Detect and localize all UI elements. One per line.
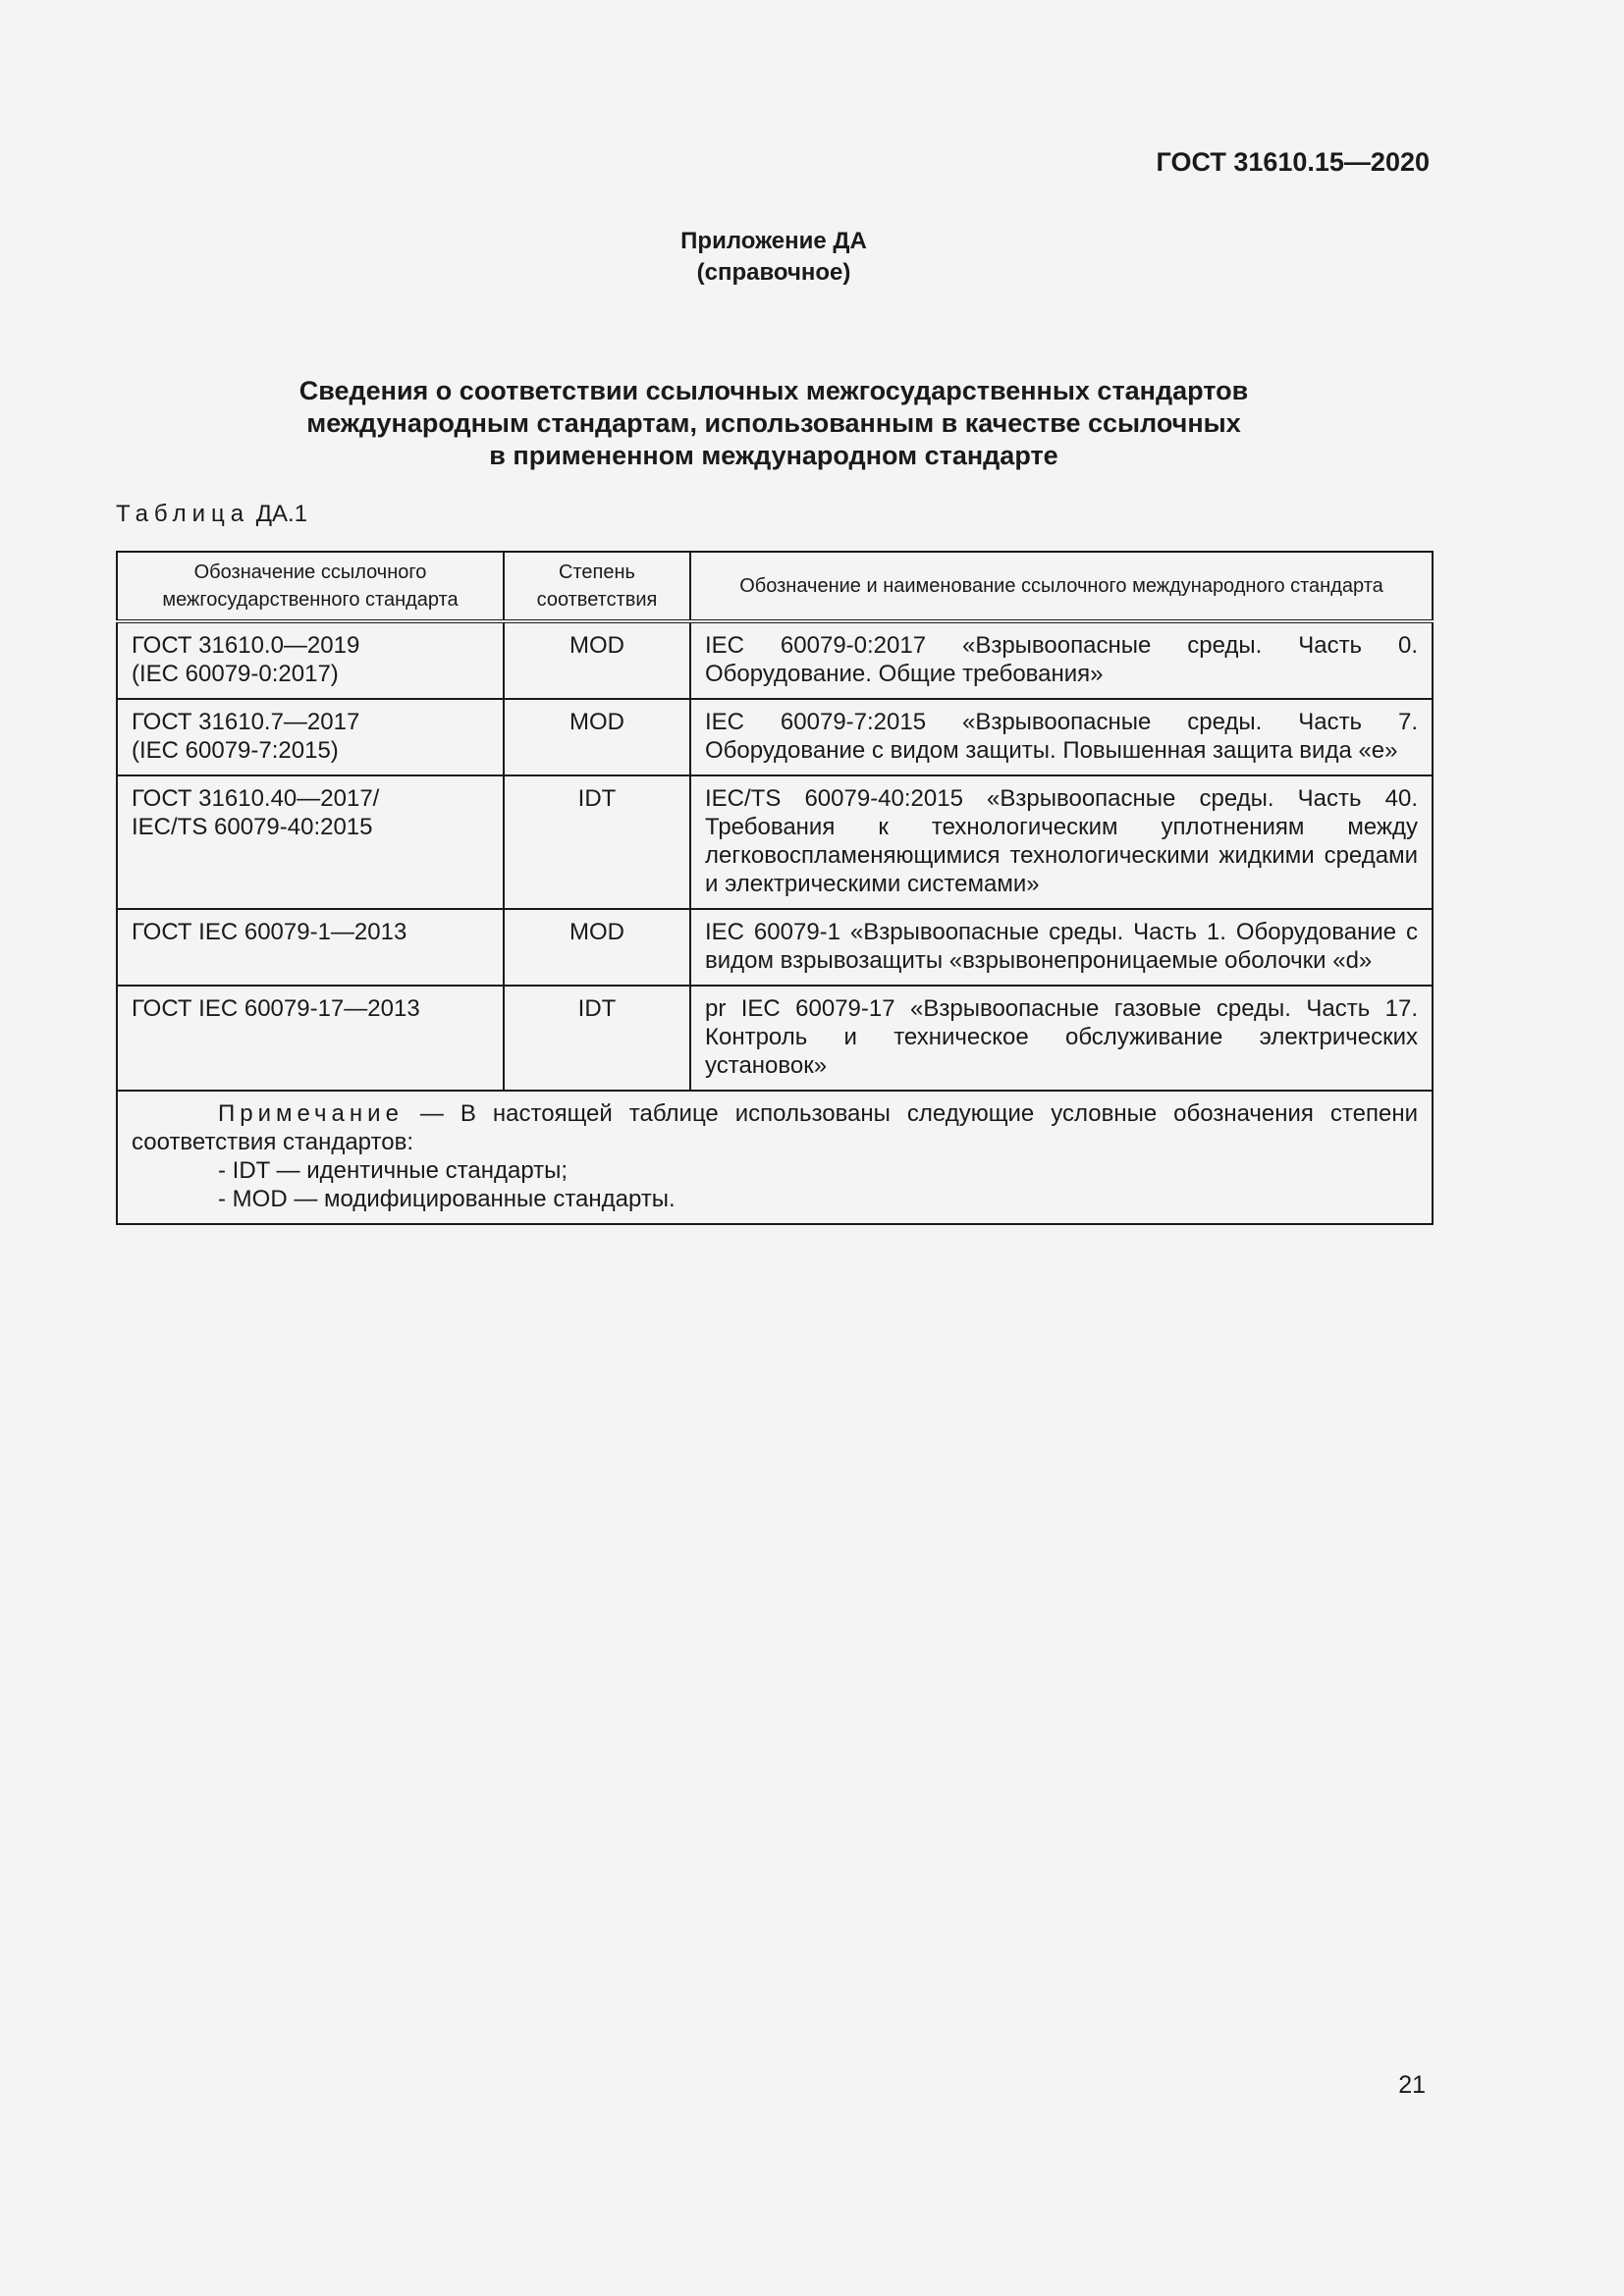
designation-cell	[117, 775, 504, 909]
column-header-international: Обозначение и наименование ссылочного международного стандарта	[690, 552, 1433, 621]
section-title-line: международным стандартам, использованным в качестве ссылочных	[306, 408, 1241, 438]
appendix-title: Приложение ДА	[680, 228, 867, 254]
column-header-degree: Степень соответствия	[504, 552, 690, 621]
section-title-line: в примененном международном стандарте	[489, 441, 1058, 470]
international-cell: IEC 60079-0:2017 «Взрывоопасные среды. Часть 0. Оборудование. Общие требования»	[690, 621, 1433, 699]
designation-cell	[117, 986, 504, 1091]
document-code: ГОСТ 31610.15—2020	[1156, 147, 1430, 177]
reference-standards-table	[116, 551, 1434, 1225]
section-title	[0, 375, 1547, 472]
section-title-line: Сведения о соответствии ссылочных межгосударственных стандартов	[298, 376, 1249, 405]
table-label	[116, 501, 307, 528]
table-row	[117, 775, 1433, 909]
table-header-row	[117, 552, 1433, 621]
international-cell: IEC/TS 60079-40:2015 «Взрывоопасные среды. Часть 40. Требования к технологическим уплотнениям между легковоспламеняющимися технологическими жидкими средами и электрическими системами»	[690, 775, 1433, 909]
page-number: 21	[1398, 2071, 1426, 2099]
international-cell: IEC 60079-1 «Взрывоопасные среды. Часть 1. Оборудование с видом взрывозащиты «взрывонепроницаемые оболочки «d»	[690, 909, 1433, 986]
note-label: Примечание	[218, 1100, 404, 1127]
degree-cell: IDT	[504, 986, 690, 1091]
international-cell: pr IEC 60079-17 «Взрывоопасные газовые среды. Часть 17. Контроль и техническое обслуживание электрических установок»	[690, 986, 1433, 1091]
appendix-heading	[0, 226, 1547, 289]
designation-cell	[117, 909, 504, 986]
note-body: — В настоящей таблице использованы следующие условные обозначения степени соответствия стандартов:	[132, 1100, 1418, 1155]
table-note-row	[117, 1091, 1433, 1224]
table-row	[117, 986, 1433, 1091]
table-label-word: Таблица	[116, 501, 250, 527]
designation-line: IEC/TS 60079-40:2015	[132, 814, 373, 840]
designation-cell	[117, 699, 504, 775]
designation-line: (IEC 60079-7:2015)	[132, 737, 339, 764]
degree-cell: MOD	[504, 621, 690, 699]
degree-cell: IDT	[504, 775, 690, 909]
table-row	[117, 621, 1433, 699]
degree-cell: MOD	[504, 699, 690, 775]
note-item: - MOD — модифицированные стандарты.	[218, 1186, 676, 1212]
table-note	[117, 1091, 1433, 1224]
designation-line: ГОСТ 31610.40—2017/	[132, 785, 380, 812]
designation-line: ГОСТ 31610.7—2017	[132, 709, 360, 735]
note-item: - IDT — идентичные стандарты;	[218, 1157, 568, 1184]
table-row	[117, 699, 1433, 775]
designation-line: (IEC 60079-0:2017)	[132, 661, 339, 687]
international-cell: IEC 60079-7:2015 «Взрывоопасные среды. Часть 7. Оборудование с видом защиты. Повышенная защита вида «e»	[690, 699, 1433, 775]
designation-line: ГОСТ IEC 60079-1—2013	[132, 919, 407, 945]
designation-line: ГОСТ 31610.0—2019	[132, 632, 360, 659]
appendix-subtitle: (справочное)	[696, 259, 851, 286]
note-text	[132, 1099, 1418, 1156]
degree-cell: MOD	[504, 909, 690, 986]
table-row	[117, 909, 1433, 986]
designation-line: ГОСТ IEC 60079-17—2013	[132, 995, 420, 1022]
column-header-designation: Обозначение ссылочного межгосударственного стандарта	[117, 552, 504, 621]
designation-cell	[117, 621, 504, 699]
table-label-number: ДА.1	[255, 501, 308, 527]
